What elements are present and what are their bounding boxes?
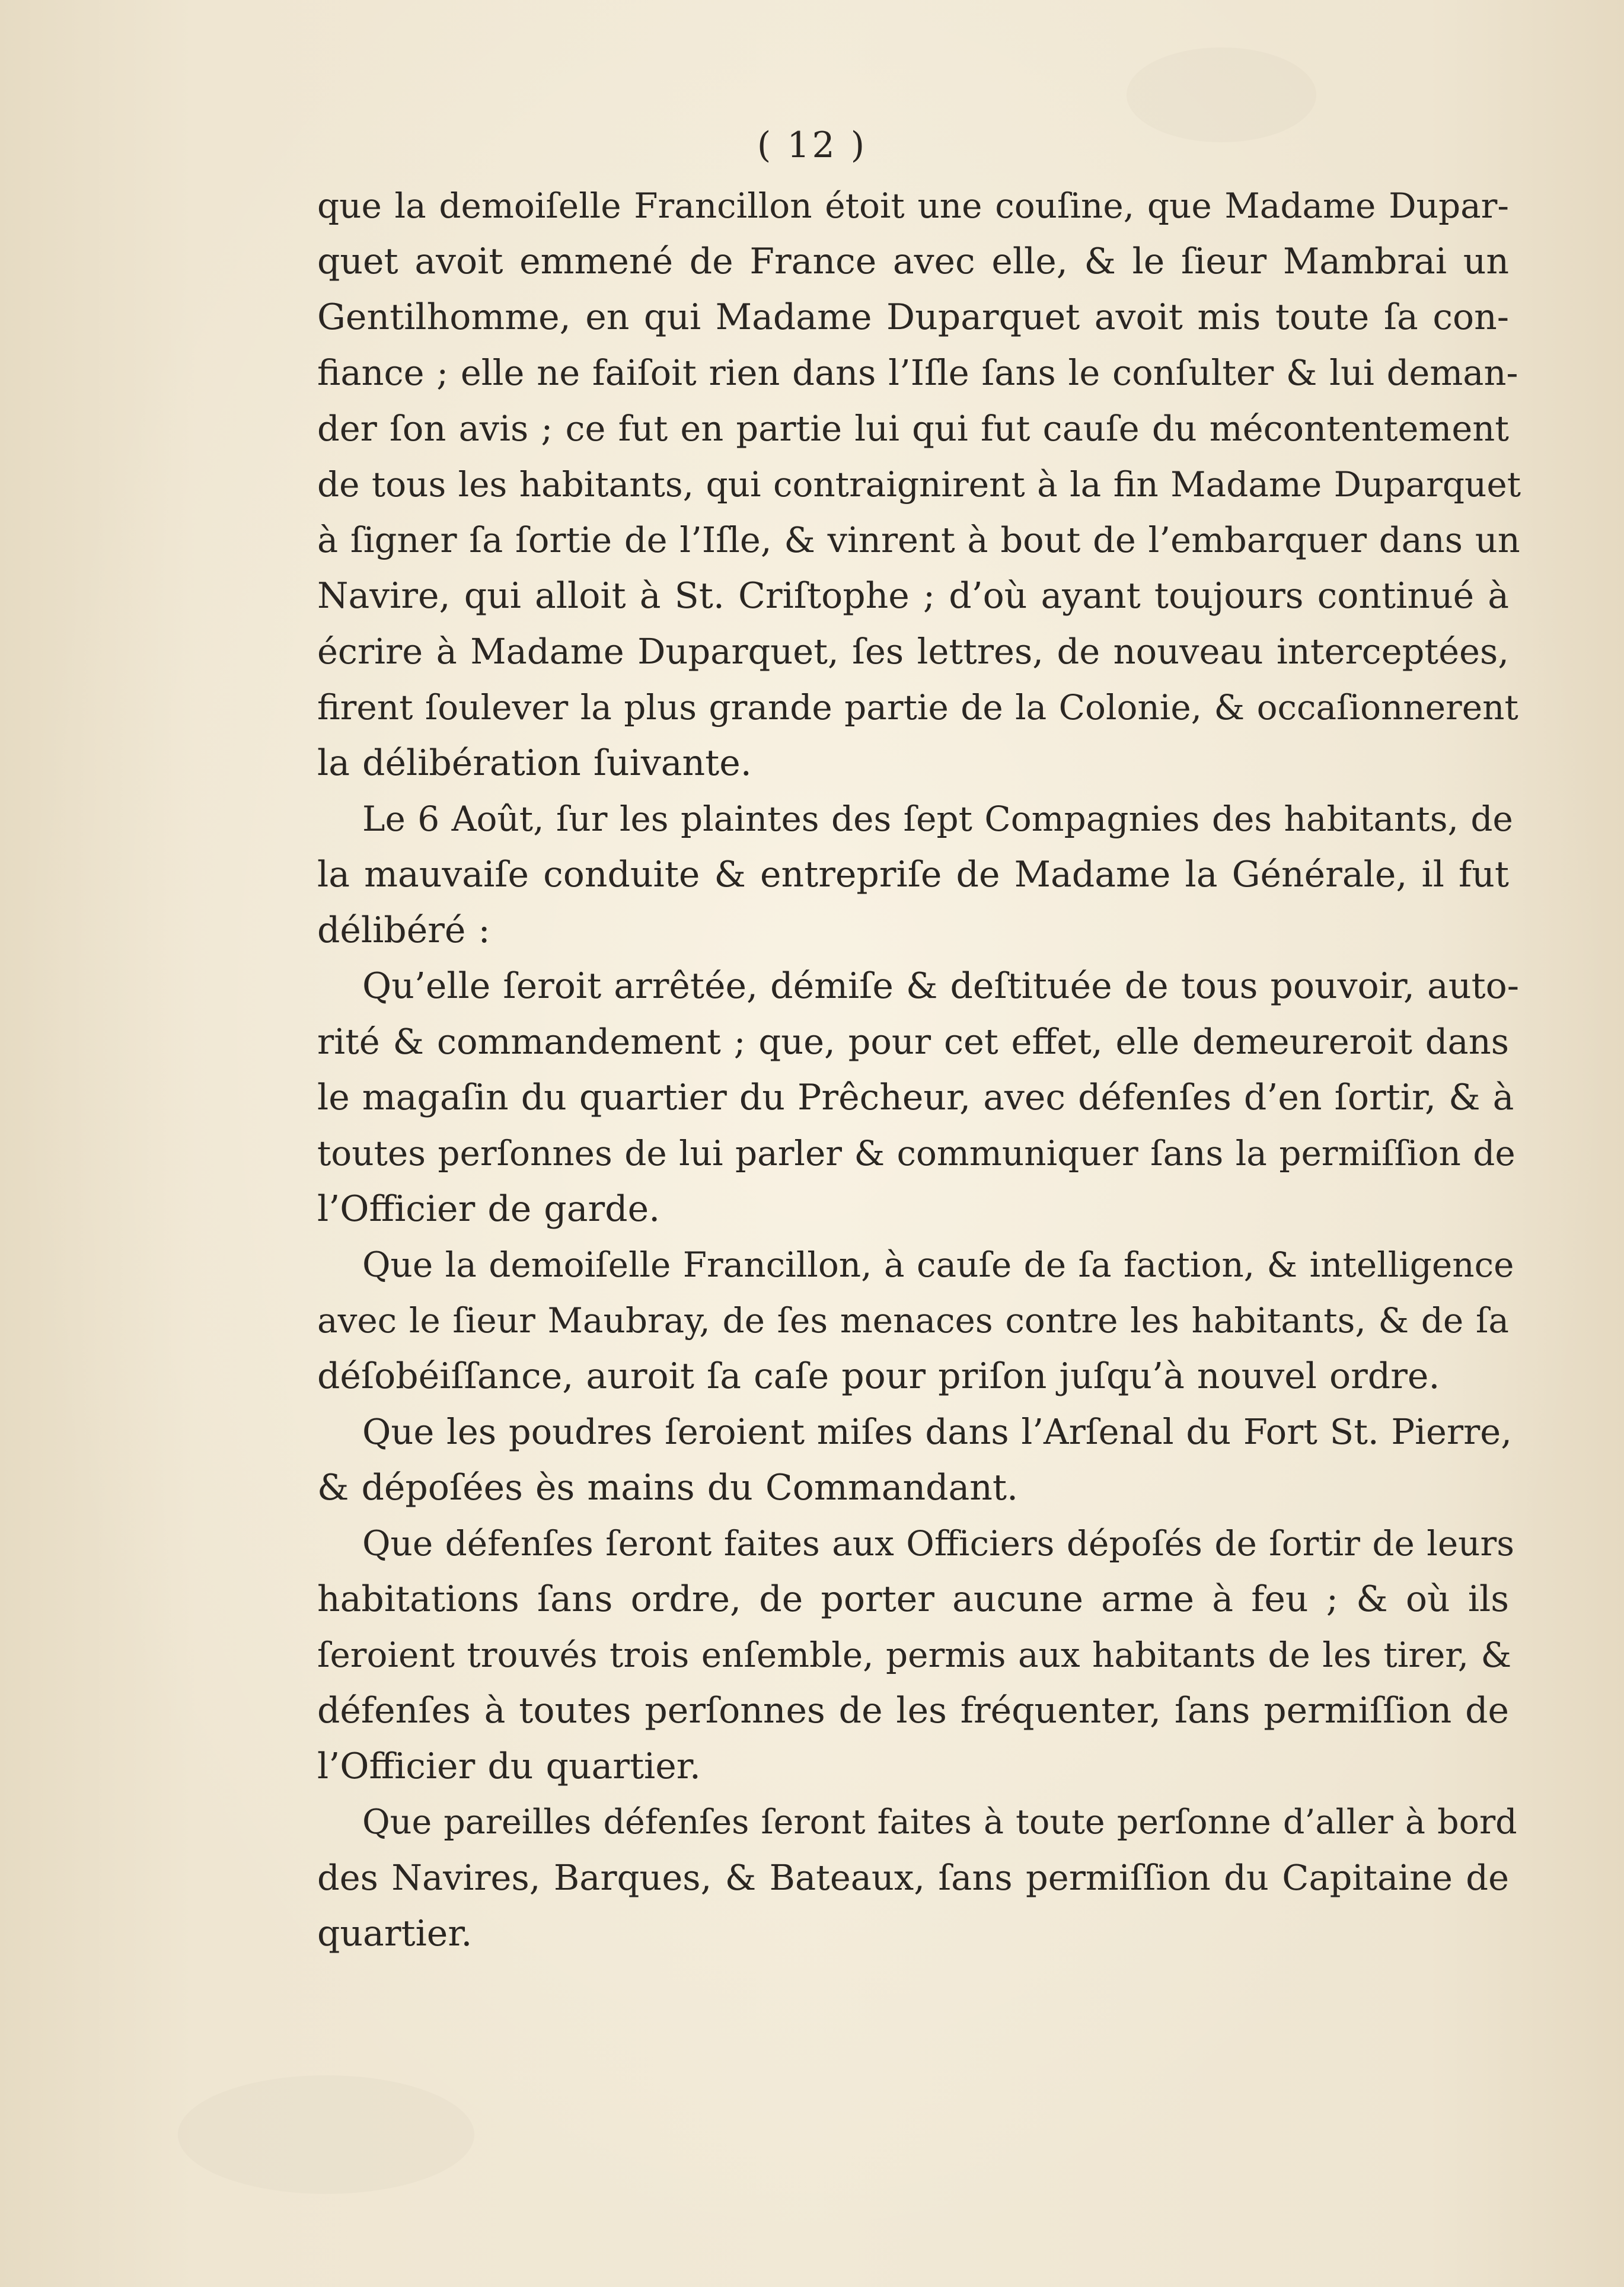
text-line: Qu’elle ſeroit arrêtée, démiſe & deſtituée de tous pouvoir, auto- xyxy=(362,965,1519,1007)
text-line: la délibération ſuivante. xyxy=(317,742,752,784)
text-line: Le 6 Août, ſur les plaintes des ſept Compagnies des habitants, de xyxy=(362,799,1513,839)
text-line: avec le ſieur Maubray, de ſes menaces contre les habitants, & de ſa xyxy=(317,1300,1509,1341)
text-line: déſobéiſſance, auroit ſa caſe pour priſon juſqu’à nouvel ordre. xyxy=(317,1355,1440,1397)
text-line: Que les poudres ſeroient miſes dans l’Arſenal du Fort St. Pierre, xyxy=(362,1411,1512,1452)
body-text xyxy=(317,178,1521,1961)
text-line: rité & commandement ; que, pour cet effet, elle demeureroit dans xyxy=(317,1021,1509,1062)
text-line: quartier. xyxy=(317,1913,473,1954)
text-line: Que pareilles défenſes ſeront faites à toute perſonne d’aller à bord xyxy=(362,1803,1517,1842)
text-line: la mauvaiſe conduite & entrepriſe de Madame la Générale, il fut xyxy=(317,854,1509,895)
text-line: Gentilhomme, en qui Madame Duparquet avoit mis toute ſa con- xyxy=(317,296,1509,338)
text-line: défenſes à toutes perſonnes de les fréquenter, ſans permiſſion de xyxy=(317,1690,1509,1731)
paper-stain xyxy=(178,2075,474,2194)
text-line: le magaſin du quartier du Prêcheur, avec défenſes d’en ſortir, & à xyxy=(317,1077,1514,1118)
text-line: des Navires, Barques, & Bateaux, ſans permiſſion du Capitaine de xyxy=(317,1857,1509,1898)
text-line: Que défenſes ſeront faites aux Officiers dépoſés de ſortir de leurs xyxy=(362,1523,1515,1564)
text-line: à ſigner ſa ſortie de l’Iſle, & vinrent à bout de l’embarquer dans un xyxy=(317,519,1520,560)
text-line: écrire à Madame Duparquet, ſes lettres, de nouveau interceptées, xyxy=(317,631,1509,672)
text-line: de tous les habitants, qui contraignirent à la fin Madame Duparquet xyxy=(317,464,1521,505)
text-line: Que la demoiſelle Francillon, à cauſe de ſa faction, & intelligence xyxy=(362,1245,1514,1285)
text-line: firent ſoulever la plus grande partie de la Colonie, & occaſionnerent xyxy=(317,687,1518,728)
text-line: ſeroient trouvés trois enſemble, permis aux habitants de les tirer, & xyxy=(317,1635,1512,1675)
text-line: Navire, qui alloit à St. Criſtophe ; d’où ayant toujours continué à xyxy=(317,575,1509,617)
text-line: l’Officier du quartier. xyxy=(317,1746,701,1787)
text-line: der ſon avis ; ce fut en partie lui qui fut cauſe du mécontentement xyxy=(317,408,1509,449)
text-line: toutes perſonnes de lui parler & communiquer ſans la permiſſion de xyxy=(317,1133,1515,1173)
page-number: ( 12 ) xyxy=(757,125,867,166)
text-line: l’Officier de garde. xyxy=(317,1188,661,1230)
text-line: que la demoiſelle Francillon étoit une couſine, que Madame Dupar- xyxy=(317,186,1509,226)
text-line: & dépoſées ès mains du Commandant. xyxy=(317,1467,1019,1508)
text-line: fiance ; elle ne faiſoit rien dans l’Iſle ſans le conſulter & lui deman- xyxy=(317,352,1518,393)
text-line: habitations ſans ordre, de porter aucune arme à feu ; & où ils xyxy=(317,1578,1509,1620)
text-line: délibéré : xyxy=(317,910,490,951)
text-line: quet avoit emmené de France avec elle, & le ſieur Mambrai un xyxy=(317,241,1509,282)
